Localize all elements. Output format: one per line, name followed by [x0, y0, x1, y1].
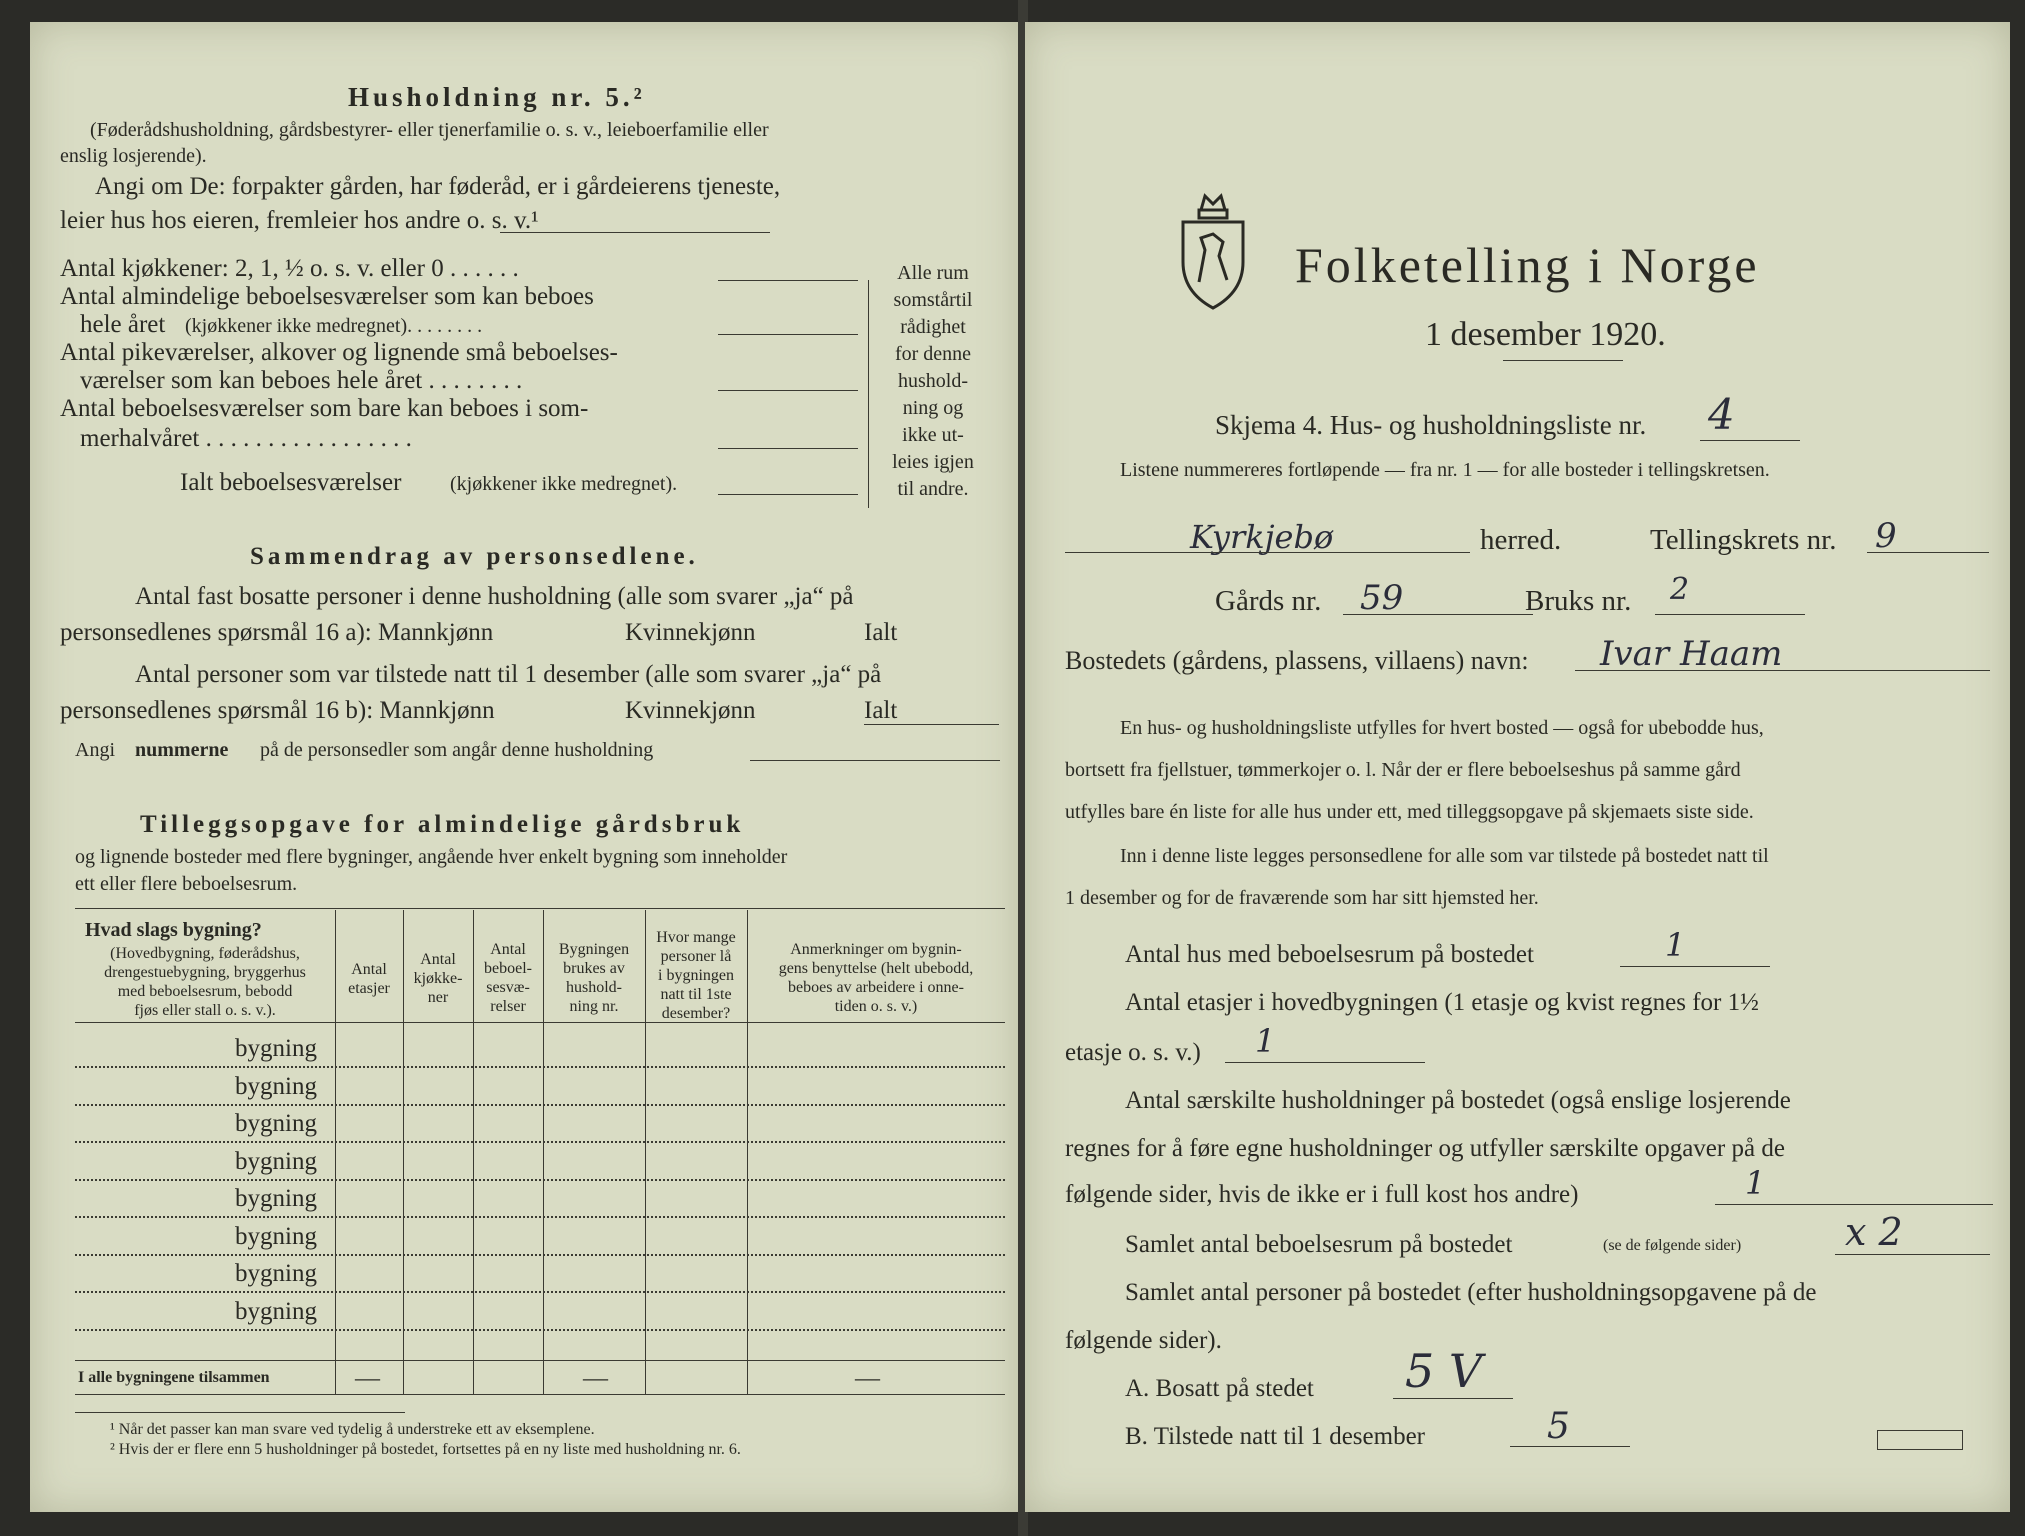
sammendrag-line-2c: Ialt — [864, 619, 898, 646]
col-type-body-line: drengestuebygning, bryggerhus — [104, 964, 306, 981]
col-anmerkninger-line: tiden o. s. v.) — [834, 998, 918, 1015]
col-vaerelser-line: beboel- — [484, 960, 532, 977]
nummer-note: Listene nummereres fortløpende — fra nr. 1 — for alle bosteder i tellingskretsen. — [1120, 459, 1770, 481]
row-label: bygning — [235, 1260, 317, 1287]
total-dash: — — [583, 1365, 608, 1392]
sammendrag-line-4b: Kvinnekjønn — [625, 697, 756, 724]
household-subtitle-1: (Føderådshusholdning, gårdsbestyrer- eller tjenerfamilie o. s. v., leieboerfamilie eller — [90, 119, 769, 141]
table-row — [75, 1291, 1005, 1293]
answer-line — [1510, 1446, 1630, 1447]
footnote-1: ¹ Når det passer kan man svare ved tydelig å understreke ett av eksemplene. — [110, 1421, 595, 1438]
row-label: bygning — [235, 1147, 317, 1175]
tillegg-title: Tilleggsopgave for almindelige gårdsbruk — [140, 811, 745, 838]
q-etasjer-line-1: Antal etasjer i hovedbygningen (1 etasje og kvist regnes for 1½ — [1125, 989, 1759, 1016]
tillegg-line-2: ett eller flere beboelsesrum. — [75, 873, 298, 895]
answer-line — [1343, 614, 1533, 615]
household-title: Husholdning nr. 5.² — [348, 82, 646, 112]
q-husholdninger-value: 1 — [1745, 1164, 1766, 1202]
col-etasjer — [335, 960, 403, 998]
angi-answer-line — [500, 232, 770, 233]
col-personer-line: i bygningen — [658, 967, 734, 984]
info-line-5: 1 desember og for de fraværende som har sitt hjemsted her. — [1065, 887, 1539, 909]
right-page — [1025, 22, 2010, 1512]
col-anmerkninger — [747, 940, 1005, 1016]
info-line-3: utfylles bare én liste for alle hus under ett, med tilleggsopgave på skjemaets siste side. — [1065, 801, 1754, 823]
brace-note-line: for denne — [894, 343, 972, 365]
form-title: Folketelling i Norge — [1295, 237, 1760, 293]
col-husholdning — [543, 940, 645, 1016]
q-hus-label: Antal hus med beboelsesrum på bostedet — [1125, 941, 1534, 968]
sammendrag-line-4c: Ialt — [864, 697, 898, 724]
brace-note-line: rådighet — [900, 316, 966, 338]
gards-value: 59 — [1360, 578, 1404, 618]
answer-line — [1655, 614, 1805, 615]
rooms-summer-2: merhalvåret . . . . . . . . . . . . . . . . . — [80, 425, 412, 452]
answer-line — [1835, 1254, 1990, 1255]
answer-line — [718, 334, 858, 335]
row-label: bygning — [235, 1185, 317, 1212]
q-rum-note: (se de følgende sider) — [1603, 1237, 1742, 1254]
angi-nummer-2: nummerne — [135, 739, 229, 761]
col-husholdning-line: ning nr. — [569, 998, 619, 1015]
brace-note-line: ikke ut- — [902, 424, 964, 446]
col-vaerelser-line: sesvæ- — [486, 979, 530, 996]
sammendrag-line-1: Antal fast bosatte personer i denne husholdning (alle som svarer „ja“ på — [135, 583, 854, 610]
info-line-2: bortsett fra fjellstuer, tømmerkojer o. l. Når der er flere beboelseshus på samme gård — [1065, 759, 1741, 781]
sammendrag-line-2b: Kvinnekjønn — [625, 619, 756, 646]
left-page — [30, 22, 1020, 1512]
coat-of-arms-icon — [1175, 192, 1251, 312]
q-husholdninger-line-1: Antal særskilte husholdninger på bostedet (også enslige losjerende — [1125, 1087, 1791, 1114]
skjema-value: 4 — [1708, 390, 1735, 439]
bosted-label: Bostedets (gårdens, plassens, villaens) navn: — [1065, 646, 1529, 675]
col-type-title: Hvad slags bygning? — [85, 919, 262, 941]
col-etasjer-line: etasjer — [348, 980, 390, 997]
answer-line — [718, 280, 858, 281]
bosted-value: Ivar Haam — [1600, 634, 1783, 674]
col-personer-line: desember? — [661, 1005, 731, 1022]
answer-line — [1715, 1204, 1993, 1205]
ialt-label: Ialt beboelsesværelser — [180, 469, 402, 496]
row-label: bygning — [235, 1035, 317, 1062]
table-row — [75, 1254, 1005, 1256]
q-tilstede-label: B. Tilstede natt til 1 desember — [1125, 1423, 1425, 1450]
answer-line — [1225, 1062, 1425, 1063]
brace-note — [878, 260, 988, 503]
col-personer-line: natt til 1ste — [660, 986, 732, 1003]
sammendrag-title: Sammendrag av personsedlene. — [250, 543, 699, 570]
col-personer — [645, 928, 747, 1023]
total-dash: — — [355, 1365, 380, 1392]
bruks-label: Bruks nr. — [1525, 585, 1632, 617]
answer-line — [718, 390, 858, 391]
col-etasjer-line: Antal — [351, 961, 387, 978]
brace-note-line: hushold- — [898, 370, 968, 392]
answer-line — [718, 494, 858, 495]
col-anmerkninger-line: Anmerkninger om bygnin- — [790, 941, 962, 958]
answer-line — [750, 760, 1000, 761]
col-husholdning-line: brukes av — [563, 960, 625, 977]
total-dash: — — [855, 1365, 880, 1392]
col-vaerelser-line: Antal — [490, 941, 526, 958]
col-personer-line: personer lå — [660, 948, 732, 965]
sammendrag-line-3: Antal personer som var tilstede natt til 1 desember (alle som svarer „ja“ på — [135, 661, 882, 688]
info-line-1: En hus- og husholdningsliste utfylles for hvert bosted — også for ubebodde hus, — [1120, 717, 1764, 739]
ialt-note: (kjøkkener ikke medregnet). — [450, 473, 678, 495]
col-kjokkener-line: Antal — [420, 951, 456, 968]
q-etasjer-line-2: etasje o. s. v.) — [1065, 1039, 1201, 1066]
q-personer-line-2: følgende sider). — [1065, 1327, 1222, 1354]
table-bottom-rule — [75, 1394, 1005, 1395]
angi-line-2: leier hus hos eieren, fremleier hos andre o. s. v.¹ — [60, 207, 539, 234]
q-husholdninger-line-3: følgende sider, hvis de ikke er i full kost hos andre) — [1065, 1181, 1579, 1208]
col-personer-line: Hvor mange — [656, 929, 736, 946]
col-type-body-line: med beboelsesrum, bebodd — [117, 983, 293, 1000]
answer-line — [864, 724, 999, 725]
col-vaerelser — [473, 940, 543, 1016]
rooms-regular-2: hele året — [80, 311, 166, 338]
angi-nummer-3: på de personsedler som angår denne husholdning — [260, 739, 654, 761]
gards-label: Gårds nr. — [1215, 585, 1322, 617]
table-row — [75, 1329, 1005, 1331]
answer-line — [1620, 966, 1770, 967]
brace-note-line: somstårtil — [893, 289, 973, 311]
row-label: bygning — [235, 1222, 317, 1250]
rooms-small-2: værelser som kan beboes hele året . . . . . . . . — [80, 367, 523, 394]
q-rum-label: Samlet antal beboelsesrum på bostedet — [1125, 1231, 1513, 1258]
brace — [868, 280, 869, 508]
col-kjokkener — [403, 950, 473, 1007]
q-bosatt-value: 5 V — [1405, 1344, 1483, 1398]
bruks-value: 2 — [1670, 572, 1690, 607]
col-anmerkninger-line: gens benyttelse (helt ubebodd, — [778, 960, 974, 977]
rooms-kitchens: Antal kjøkkener: 2, 1, ½ o. s. v. eller 0 . . . . . . — [60, 255, 519, 282]
footnote-rule — [75, 1412, 405, 1413]
q-hus-value: 1 — [1665, 926, 1686, 964]
brace-note-line: Alle rum — [897, 262, 969, 284]
col-husholdning-line: hushold- — [566, 979, 622, 996]
col-vaerelser-line: relser — [490, 998, 526, 1015]
row-label: bygning — [235, 1297, 317, 1325]
printer-stamp — [1877, 1430, 1963, 1450]
herred-value: Kyrkjebø — [1190, 518, 1334, 556]
date-underline — [1503, 360, 1623, 361]
table-row — [75, 1066, 1005, 1068]
answer-line — [1065, 552, 1470, 553]
answer-line — [1700, 440, 1800, 441]
q-tilstede-value: 5 — [1547, 1406, 1570, 1447]
tellingskrets-label: Tellingskrets nr. — [1650, 524, 1837, 556]
skjema-label: Skjema 4. Hus- og husholdningsliste nr. — [1215, 410, 1647, 440]
rooms-small-1: Antal pikeværelser, alkover og lignende små beboelses- — [60, 339, 618, 366]
table-header-rule — [75, 1022, 1005, 1023]
q-husholdninger-line-2: regnes for å føre egne husholdninger og utfyller særskilte opgaver på de — [1065, 1135, 1785, 1162]
brace-note-line: leies igjen — [892, 451, 974, 473]
q-etasjer-value: 1 — [1255, 1022, 1276, 1060]
col-type-body — [75, 944, 335, 1020]
info-line-4: Inn i denne liste legges personsedlene for alle som var tilstede på bostedet natt til — [1120, 845, 1769, 867]
table-row — [75, 1179, 1005, 1181]
sammendrag-line-4a: personsedlenes spørsmål 16 b): Mannkjønn — [60, 697, 495, 724]
table-total-rule — [75, 1360, 1005, 1361]
brace-note-line: ning og — [902, 397, 964, 419]
row-label: bygning — [235, 1072, 317, 1100]
col-type-body-line: (Hovedbygning, føderådshus, — [110, 945, 300, 962]
table-row — [75, 1104, 1005, 1106]
answer-line — [1393, 1398, 1513, 1399]
herred-label: herred. — [1480, 524, 1562, 556]
angi-nummer-1: Angi — [75, 739, 115, 761]
col-kjokkener-line: ner — [427, 989, 449, 1006]
tillegg-line-1: og lignende bosteder med flere bygninger, angående hver enkelt bygning som inneholder — [75, 846, 788, 868]
sammendrag-line-2a: personsedlenes spørsmål 16 a): Mannkjønn — [60, 619, 494, 646]
q-rum-value: x 2 — [1845, 1210, 1903, 1254]
rooms-regular-1: Antal almindelige beboelsesværelser som kan beboes — [60, 283, 594, 310]
col-husholdning-line: Bygningen — [558, 941, 630, 958]
rooms-summer-1: Antal beboelsesværelser som bare kan beboes i som- — [60, 395, 589, 422]
q-bosatt-label: A. Bosatt på stedet — [1125, 1375, 1314, 1402]
household-subtitle-2: enslig losjerende). — [60, 145, 207, 167]
answer-line — [718, 448, 858, 449]
tellingskrets-value: 9 — [1875, 516, 1897, 556]
col-kjokkener-line: kjøkke- — [413, 970, 463, 987]
table-row — [75, 1216, 1005, 1218]
rooms-regular-3: (kjøkkener ikke medregnet). . . . . . . . — [185, 315, 483, 337]
total-label: I alle bygningene tilsammen — [78, 1369, 270, 1386]
col-anmerkninger-line: beboes av arbeidere i onne- — [788, 979, 964, 996]
q-personer-line-1: Samlet antal personer på bostedet (efter husholdningsopgavene på de — [1125, 1279, 1817, 1306]
answer-line — [1867, 552, 1989, 553]
footnote-2: ² Hvis der er flere enn 5 husholdninger på bostedet, fortsettes på en ny liste med husholdning nr. 6. — [110, 1441, 741, 1458]
answer-line — [1575, 670, 1990, 671]
angi-line-1: Angi om De: forpakter gården, har føderåd, er i gårdeierens tjeneste, — [95, 173, 781, 200]
table-row — [75, 1141, 1005, 1143]
form-date: 1 desember 1920. — [1425, 316, 1666, 353]
table-top-rule — [75, 908, 1005, 909]
row-label: bygning — [235, 1110, 317, 1137]
col-type-body-line: fjøs eller stall o. s. v.). — [134, 1002, 276, 1019]
brace-note-line: til andre. — [897, 478, 969, 500]
